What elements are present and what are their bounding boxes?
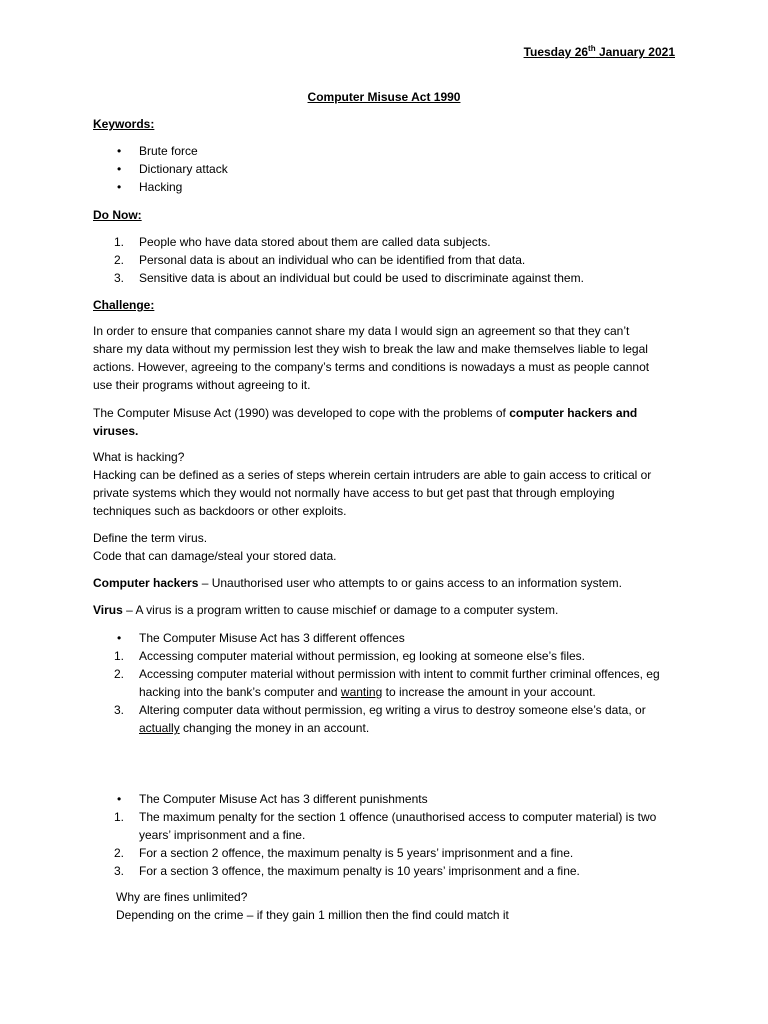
offences-list — [93, 647, 673, 737]
list-item-text: People who have data stored about them are called data subjects. — [139, 235, 491, 249]
keywords-list — [93, 142, 683, 196]
hacking-answer: Hacking can be defined as a series of steps wherein certain intruders are able to gain access to critical or private systems which they would not normally have access to but get past that through employing techniques such as backdoors or other exploits. — [93, 468, 652, 518]
fines-answer: Depending on the crime – if they gain 1 million then the find could match it — [116, 908, 509, 922]
punishments-list — [93, 808, 683, 880]
fines-section — [116, 888, 676, 924]
term: Virus — [93, 603, 123, 617]
paragraph-text: The Computer Misuse Act (1990) was developed to cope with the problems of — [93, 406, 510, 420]
list-item: 3. Sensitive data is about an individual but could be used to discriminate against them. — [114, 271, 584, 285]
definition: – A virus is a program written to cause mischief or damage to a computer system. — [122, 603, 559, 617]
underlined-word: wanting — [340, 685, 383, 699]
list-item: 2. Personal data is about an individual who can be identified from that data. — [114, 253, 526, 267]
list-item: 2. For a section 2 offence, the maximum penalty is 5 years’ imprisonment and a fine. — [114, 846, 574, 860]
virus-question: Define the term virus. — [93, 531, 208, 545]
list-item: • Dictionary attack — [93, 160, 683, 178]
date-month-year: January 2021 — [595, 45, 675, 59]
list-item-text: Sensitive data is about an individual but could be used to discriminate against them. — [139, 271, 584, 285]
hacking-question: What is hacking? — [93, 450, 185, 464]
keywords-heading: Keywords: — [93, 117, 155, 131]
document-date — [524, 43, 675, 61]
challenge-paragraph: In order to ensure that companies cannot share my data I would sign an agreement so that they can’t share my data without my permission lest they wish to break the law and make themselves liable to legal actions. However, agreeing to the company’s terms and conditions is nowadays a must as people cannot use their programs without agreeing to it. — [93, 324, 650, 392]
fines-question: Why are fines unlimited? — [116, 890, 248, 904]
list-item: • The Computer Misuse Act has 3 different punishments — [93, 790, 683, 808]
virus-definition-section — [93, 529, 668, 565]
challenge-heading: Challenge: — [93, 298, 155, 312]
list-item-text: Personal data is about an individual who can be identified from that data. — [139, 253, 526, 267]
punishments-bullet — [93, 790, 683, 808]
list-item: • The Computer Misuse Act has 3 different offences — [93, 629, 683, 647]
misuse-act-paragraph — [93, 404, 661, 440]
hackers-definition — [93, 574, 683, 592]
offences-bullet — [93, 629, 683, 647]
date-day: Tuesday 26 — [523, 45, 589, 59]
paragraph-bold-text: computer hackers and viruses. — [93, 406, 638, 438]
list-item: • Brute force — [93, 142, 683, 160]
list-item-text: Accessing computer material without permission, eg looking at someone else’s files. — [139, 649, 585, 663]
document-title: Computer Misuse Act 1990 — [307, 90, 461, 104]
term: Computer hackers — [93, 576, 199, 590]
list-item: 1. Accessing computer material without permission, eg looking at someone else’s files. — [114, 649, 585, 663]
list-item-text: Accessing computer material without permission with intent to commit further criminal offences, eg hacking into the bank’s computer and — [139, 667, 660, 699]
list-item: 1. People who have data stored about them are called data subjects. — [114, 235, 491, 249]
list-item-text: to increase the amount in your account. — [382, 685, 596, 699]
list-item-text: For a section 3 offence, the maximum penalty is 10 years’ imprisonment and a fine. — [139, 864, 580, 878]
definition: – Unauthorised user who attempts to or gains access to an information system. — [198, 576, 622, 590]
date-ordinal: th — [588, 44, 596, 53]
list-item: 1. The maximum penalty for the section 1 offence (unauthorised access to computer material) is two years’ imprisonment and a fine. — [114, 810, 657, 842]
list-item: 3. Altering computer data without permission, eg writing a virus to destroy someone else’s data, or actually changing the money in an account. — [114, 703, 646, 735]
list-item-text: The maximum penalty for the section 1 offence (unauthorised access to computer material) is two years’ imprisonment and a fine. — [139, 810, 657, 842]
virus-term-definition — [93, 601, 683, 619]
hacking-section — [93, 448, 668, 520]
do-now-heading: Do Now: — [93, 208, 142, 222]
underlined-word: actually — [139, 721, 180, 735]
list-item-text: For a section 2 offence, the maximum penalty is 5 years’ imprisonment and a fine. — [139, 846, 574, 860]
list-item: 3. For a section 3 offence, the maximum penalty is 10 years’ imprisonment and a fine. — [114, 864, 580, 878]
list-item: • Hacking — [93, 178, 683, 196]
virus-answer: Code that can damage/steal your stored data. — [93, 549, 337, 563]
do-now-list — [93, 233, 683, 287]
list-item-text: Altering computer data without permission, eg writing a virus to destroy someone else’s data, or — [139, 703, 646, 717]
list-item-text: changing the money in an account. — [179, 721, 370, 735]
list-item: 2. Accessing computer material without permission with intent to commit further criminal offences, eg hacking into the bank’s computer and wanting to increase the amount in your account. — [114, 667, 660, 699]
